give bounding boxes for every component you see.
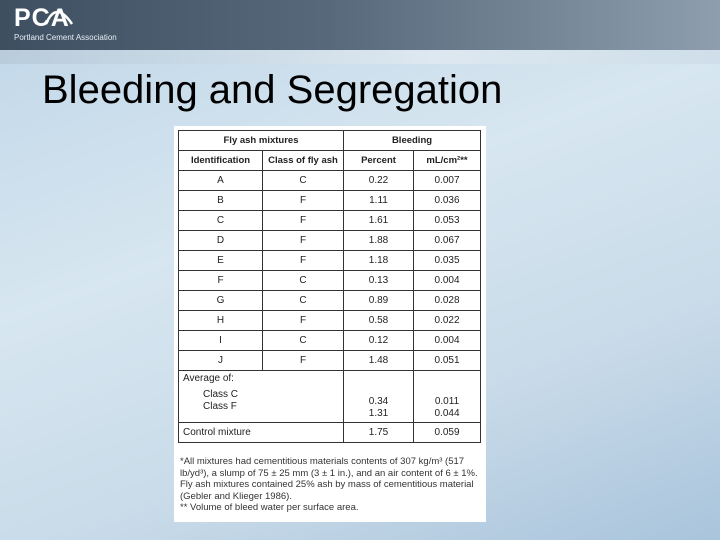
column-header: Identification (179, 151, 263, 171)
bleeding-percent-cell: 0.12 (344, 331, 414, 351)
bleeding-ml-cell: 0.035 (414, 251, 481, 271)
identification-cell: I (179, 331, 263, 351)
bleeding-ml-cell: 0.036 (414, 191, 481, 211)
identification-cell: C (179, 211, 263, 231)
control-ml: 0.059 (414, 423, 481, 443)
class-c-ml: 0.011 (434, 396, 460, 407)
logo-mark: PCA (14, 4, 70, 32)
fly-ash-class-cell: F (263, 351, 344, 371)
logo-subtitle: Portland Cement Association (14, 33, 117, 42)
average-row (179, 371, 481, 423)
identification-cell: H (179, 311, 263, 331)
fly-ash-class-cell: C (263, 271, 344, 291)
bleeding-table-panel (174, 126, 486, 522)
footnote-bleed-volume: ** Volume of bleed water per surface area. (180, 502, 359, 513)
header-band (0, 50, 720, 64)
bleeding-ml-cell: 0.007 (414, 171, 481, 191)
bleeding-percent-cell: 1.61 (344, 211, 414, 231)
logo-swoosh-icon (44, 4, 74, 28)
bleeding-percent-cell: 1.88 (344, 231, 414, 251)
bleeding-ml-cell: 0.051 (414, 351, 481, 371)
bleeding-ml-cell: 0.053 (414, 211, 481, 231)
table-footnotes (180, 456, 478, 514)
average-ml-cell (414, 371, 481, 423)
identification-cell: B (179, 191, 263, 211)
column-header-row (179, 151, 481, 171)
identification-cell: F (179, 271, 263, 291)
control-row (179, 423, 481, 443)
bleeding-ml-cell: 0.004 (414, 331, 481, 351)
table-row (179, 311, 481, 331)
bleeding-percent-cell: 0.89 (344, 291, 414, 311)
fly-ash-class-cell: F (263, 311, 344, 331)
bleeding-percent-cell: 0.13 (344, 271, 414, 291)
class-f-ml: 0.044 (434, 408, 460, 419)
identification-cell: J (179, 351, 263, 371)
class-c-label: Class C (203, 389, 239, 400)
class-c-percent: 0.34 (368, 396, 389, 407)
bleeding-percent-cell: 1.11 (344, 191, 414, 211)
control-percent: 1.75 (344, 423, 414, 443)
bleeding-ml-cell: 0.028 (414, 291, 481, 311)
table-row (179, 231, 481, 251)
identification-cell: G (179, 291, 263, 311)
group-header-bleeding: Bleeding (344, 131, 481, 151)
average-label-cell (179, 371, 344, 423)
average-label: Average of: (183, 373, 234, 384)
fly-ash-class-cell: C (263, 171, 344, 191)
fly-ash-class-cell: F (263, 211, 344, 231)
column-header: Class of fly ash (263, 151, 344, 171)
table-row (179, 351, 481, 371)
fly-ash-class-cell: C (263, 331, 344, 351)
fly-ash-class-cell: F (263, 191, 344, 211)
table-row (179, 271, 481, 291)
identification-cell: E (179, 251, 263, 271)
fly-ash-class-cell: C (263, 291, 344, 311)
bleeding-percent-cell: 1.18 (344, 251, 414, 271)
class-f-percent: 1.31 (368, 408, 389, 419)
bleeding-ml-cell: 0.022 (414, 311, 481, 331)
identification-cell: A (179, 171, 263, 191)
table-row (179, 191, 481, 211)
fly-ash-class-cell: F (263, 231, 344, 251)
identification-cell: D (179, 231, 263, 251)
bleeding-ml-cell: 0.067 (414, 231, 481, 251)
fly-ash-class-cell: F (263, 251, 344, 271)
header-bar (0, 0, 720, 50)
table-row (179, 211, 481, 231)
group-header-mixtures: Fly ash mixtures (179, 131, 344, 151)
bleeding-ml-cell: 0.004 (414, 271, 481, 291)
footnote-mixtures: *All mixtures had cementitious materials contents of 307 kg/m³ (517 lb/yd³), a slump of 75 ± 25 mm (3 ± 1 in.), and an air content of 6 ± 1%. Fly ash mixtures contained 25% ash by mass of cementitious material (Gebler and Klieger 1986). (180, 456, 478, 502)
average-percent-cell (344, 371, 414, 423)
table-row (179, 251, 481, 271)
column-header: mL/cm²** (414, 151, 481, 171)
bleeding-percent-cell: 1.48 (344, 351, 414, 371)
column-header: Percent (344, 151, 414, 171)
control-label: Control mixture (179, 423, 344, 443)
class-f-label: Class F (203, 401, 237, 412)
bleeding-percent-cell: 0.58 (344, 311, 414, 331)
bleeding-table (178, 130, 481, 443)
table-row (179, 171, 481, 191)
table-row (179, 331, 481, 351)
slide-title: Bleeding and Segregation (42, 68, 503, 112)
bleeding-percent-cell: 0.22 (344, 171, 414, 191)
table-row (179, 291, 481, 311)
group-header-row (179, 131, 481, 151)
